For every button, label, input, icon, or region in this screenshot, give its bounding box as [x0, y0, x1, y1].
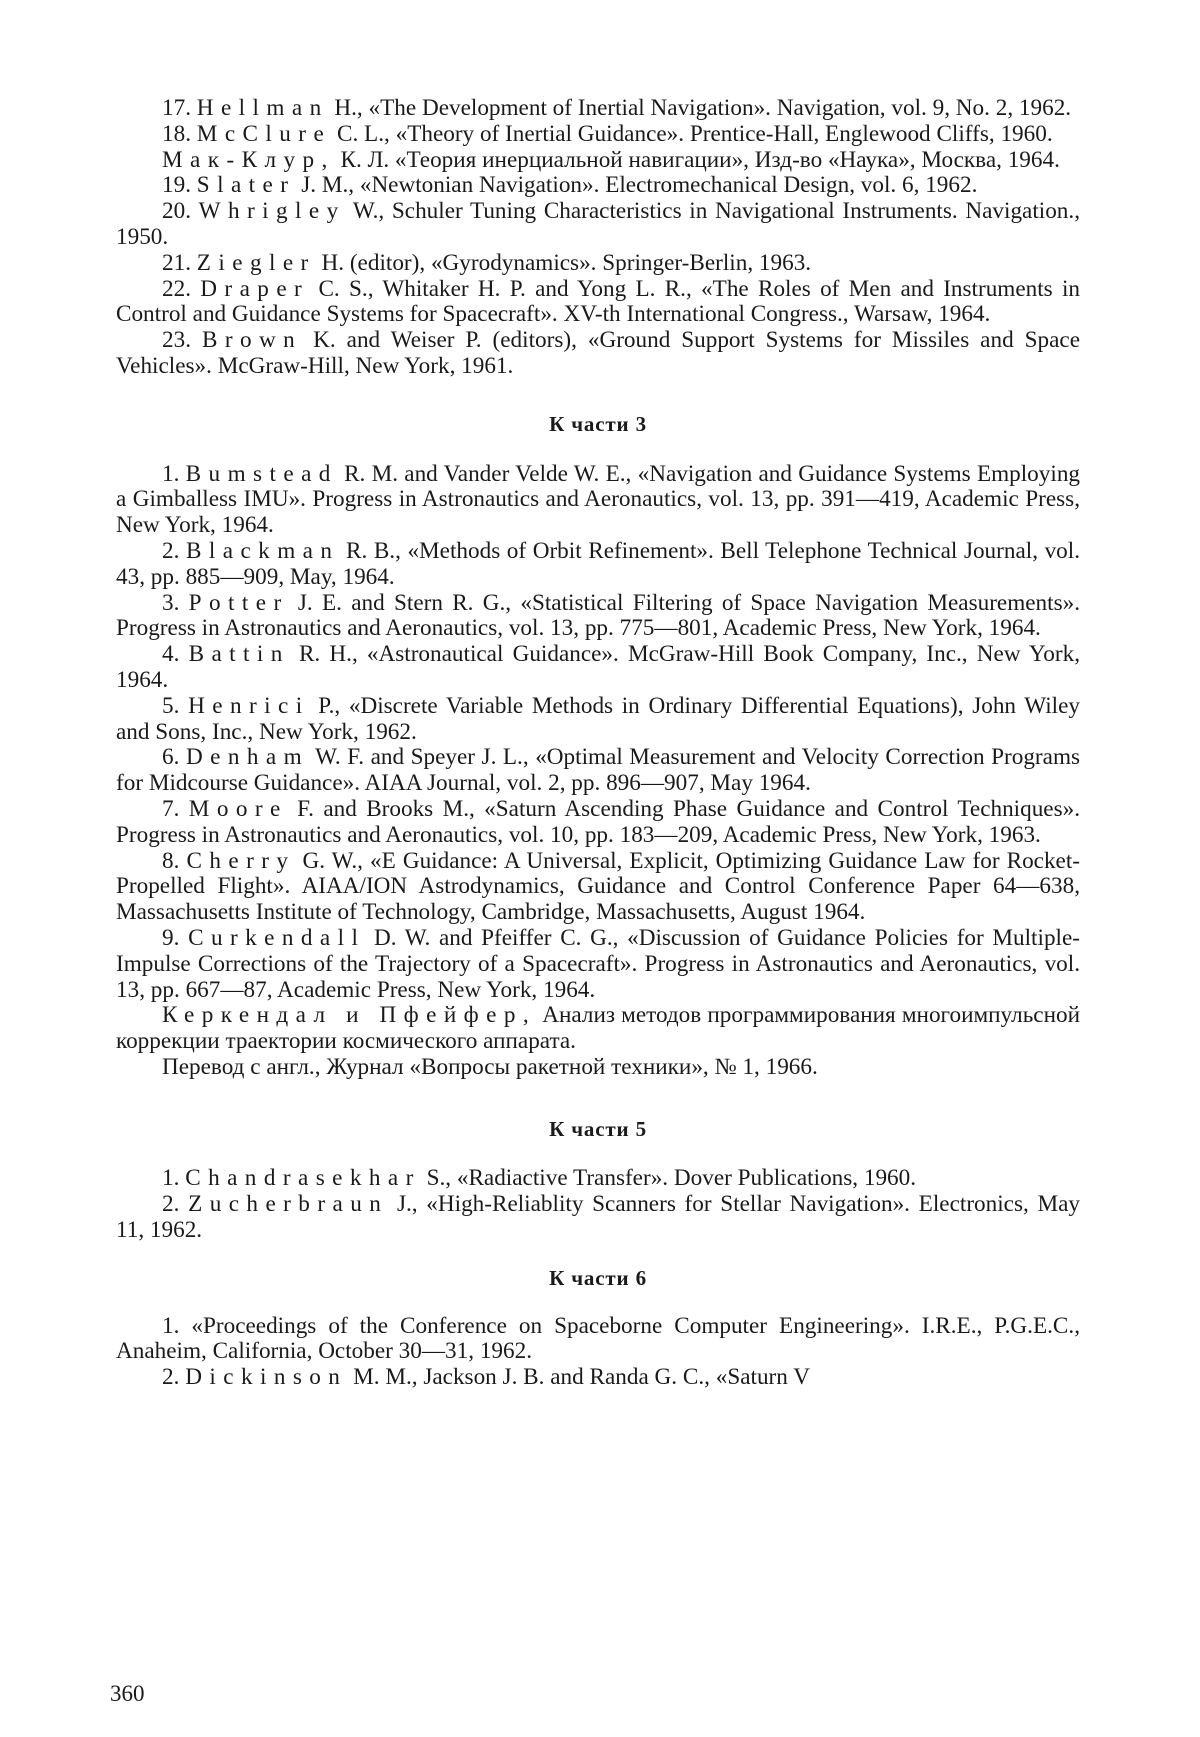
ref-text: R. H., «Astronautical Guidance». McGraw-Hill Book Company, Inc., New York, 1964. — [116, 641, 1080, 693]
ref-author: Brown — [201, 327, 303, 354]
reference-entry — [116, 642, 1080, 694]
ref-number: 2. — [162, 1191, 180, 1218]
reference-entry — [116, 277, 1080, 329]
reference-entry — [116, 251, 1080, 277]
ref-author: Керкендал и Пфейфер, — [162, 1002, 537, 1029]
ref-author: Bumstead — [185, 460, 338, 487]
ref-author: Battin — [188, 641, 290, 668]
ref-number: 2. — [162, 1364, 180, 1391]
reference-entry — [116, 96, 1080, 122]
ref-number: 7. — [162, 795, 180, 822]
reference-entry — [116, 849, 1080, 926]
ref-text: G. W., «E Guidance: A Universal, Explicit, Optimizing Guidance Law for Rocket-Propelled Flight». AIAA/ION Astrodynamics, Guidance and Control Conference Paper 64—638, Massachusetts Institute of Technology, Cambridge, Massachusetts, August 1964. — [116, 847, 1080, 926]
ref-text: P., «Discrete Variable Methods in Ordinary Differential Equations), John Wiley and Sons, Inc., New York, 1962. — [116, 692, 1080, 745]
ref-text: R. M. and Vander Velde W. E., «Navigation and Guidance Systems Employing a Gimballess IMU». Progress in Astronautics and Aeronautics, vol. 13, pp. 391—419, Academic Press, New York, 1964. — [116, 460, 1081, 539]
ref-number: 6. — [162, 744, 180, 771]
ref-author: Draper — [200, 275, 310, 302]
ref-number: 1. — [162, 460, 180, 487]
references-group-2 — [116, 462, 1080, 1081]
reference-entry — [116, 173, 1080, 199]
ref-author: Мак-Клур, — [162, 146, 335, 173]
ref-number: 3. — [162, 589, 180, 616]
reference-entry — [116, 694, 1080, 746]
reference-entry — [116, 1314, 1080, 1366]
ref-author: Blackman — [185, 537, 340, 564]
ref-text: J., «High-Reliablity Scanners for Stellar Navigation». Electronics, May 11, 1962. — [116, 1191, 1080, 1244]
reference-entry — [116, 797, 1080, 849]
ref-number: 22. — [162, 275, 191, 302]
ref-number: 21. — [162, 249, 191, 276]
ref-number: 4. — [162, 641, 180, 668]
section-heading: К части 5 — [549, 1116, 647, 1141]
ref-author: Whrigley — [198, 198, 346, 225]
ref-number: 20. — [162, 198, 191, 225]
reference-entry — [116, 745, 1080, 797]
ref-number: 19. — [162, 172, 191, 199]
ref-number: 9. — [162, 924, 180, 951]
ref-text: Анализ методов программирования многоимпульсной коррекции траектории космического аппарата. — [116, 1002, 1080, 1055]
reference-entry — [116, 462, 1080, 539]
ref-number: 2. — [162, 537, 180, 564]
document-page — [116, 96, 1080, 1391]
references-group-3 — [116, 1166, 1080, 1243]
ref-text: H. (editor), «Gyrodynamics». Springer-Berlin, 1963. — [315, 249, 812, 276]
ref-text: C. L., «Theory of Inertial Guidance». Prentice-Hall, Englewood Cliffs, 1960. — [331, 120, 1053, 147]
ref-number: 8. — [162, 847, 180, 874]
ref-text: J. E. and Stern R. G., «Statistical Filtering of Space Navigation Measurements». Progress in Astronautics and Aeronautics, vol. 13, pp. 775—801, Academic Press, New York, 1964. — [116, 589, 1080, 642]
ref-author: Dickinson — [185, 1364, 348, 1391]
ref-text: «Proceedings of the Conference on Spaceborne Computer Engineering». I.R.E., P.G.E.C., Anaheim, California, October 30—31, 1962. — [116, 1312, 1080, 1365]
reference-entry — [116, 1192, 1080, 1244]
ref-text: C. S., Whitaker H. P. and Yong L. R., «The Roles of Men and Instruments in Control and Guidance Systems for Spacecraft». XV-th International Congress., Warsaw, 1964. — [116, 275, 1080, 328]
ref-number: 17. — [162, 95, 191, 121]
reference-entry — [116, 199, 1080, 251]
ref-author: Curkendall — [188, 924, 366, 951]
ref-number: 23. — [162, 327, 191, 354]
ref-text: K. and Weiser P. (editors), «Ground Support Systems for Missiles and Space Vehicles». McGraw-Hill, New York, 1961. — [116, 327, 1080, 379]
ref-number: 1. — [162, 1165, 180, 1192]
section-heading: К части 3 — [549, 411, 647, 436]
ref-author: Cherry — [186, 847, 296, 874]
reference-entry — [116, 328, 1080, 380]
ref-text: R. B., «Methods of Orbit Refinement». Bell Telephone Technical Journal, vol. 43, pp. 885—909, May, 1964. — [116, 537, 1081, 590]
ref-number: 18. — [162, 120, 191, 147]
ref-text: H., «The Development of Inertial Navigation». Navigation, vol. 9, No. 2, 1962. — [328, 95, 1072, 121]
ref-author: Ziegler — [196, 249, 316, 276]
reference-entry — [116, 591, 1080, 643]
ref-author: Moore — [188, 795, 288, 822]
ref-text: M. M., Jackson J. B. and Randa G. C., «Saturn V — [347, 1364, 810, 1391]
ref-author: McClure — [196, 120, 332, 147]
reference-entry — [116, 539, 1080, 591]
ref-number: 5. — [162, 692, 180, 719]
ref-author: Denham — [185, 744, 310, 771]
reference-entry — [116, 122, 1080, 148]
ref-text: F. and Brooks M., «Saturn Ascending Phase Guidance and Control Techniques». Progress in Astronautics and Aeronautics, vol. 10, pp. 183—209, Academic Press, New York, 1963. — [116, 795, 1081, 848]
references-group-1 — [116, 96, 1080, 380]
ref-author: Hellman — [196, 95, 329, 121]
reference-entry — [116, 1365, 1080, 1391]
ref-author: Slater — [196, 172, 296, 199]
ref-text: W., Schuler Tuning Characteristics in Navigational Instruments. Navigation., 1950. — [116, 198, 1080, 250]
ref-author: Henrici — [188, 692, 310, 719]
reference-entry — [116, 1055, 1080, 1081]
ref-number: 1. — [162, 1312, 180, 1339]
ref-text: S., «Radiactive Transfer». Dover Publications, 1960. — [420, 1165, 917, 1192]
ref-author: Zucherbraun — [188, 1191, 389, 1218]
reference-entry — [116, 1166, 1080, 1192]
ref-author: Chandrasekhar — [185, 1165, 421, 1192]
section-heading: К части 6 — [549, 1265, 647, 1290]
ref-text: Перевод с англ., Журнал «Вопросы ракетной техники», № 1, 1966. — [162, 1053, 818, 1080]
ref-text: W. F. and Speyer J. L., «Optimal Measurement and Velocity Correction Programs for Midcourse Guidance». AIAA Journal, vol. 2, pp. 896—907, May 1964. — [116, 744, 1081, 797]
page-number: 360 — [110, 1681, 145, 1706]
ref-text: D. W. and Pfeiffer C. G., «Discussion of Guidance Policies for Multiple-Impulse Corrections of the Trajectory of a Spacecraft». Progress in Astronautics and Aeronautics, vol. 13, pp. 667—87, Academic Press, New York, 1964. — [116, 924, 1080, 1003]
ref-text: К. Л. «Теория инерциальной навигации», Изд-во «Наука», Москва, 1964. — [334, 146, 1060, 173]
references-group-4 — [116, 1314, 1080, 1391]
ref-author: Potter — [188, 589, 289, 616]
ref-text: J. M., «Newtonian Navigation». Electromechanical Design, vol. 6, 1962. — [295, 172, 978, 199]
reference-entry — [116, 926, 1080, 1003]
reference-entry — [116, 1003, 1080, 1055]
reference-entry — [116, 148, 1080, 174]
